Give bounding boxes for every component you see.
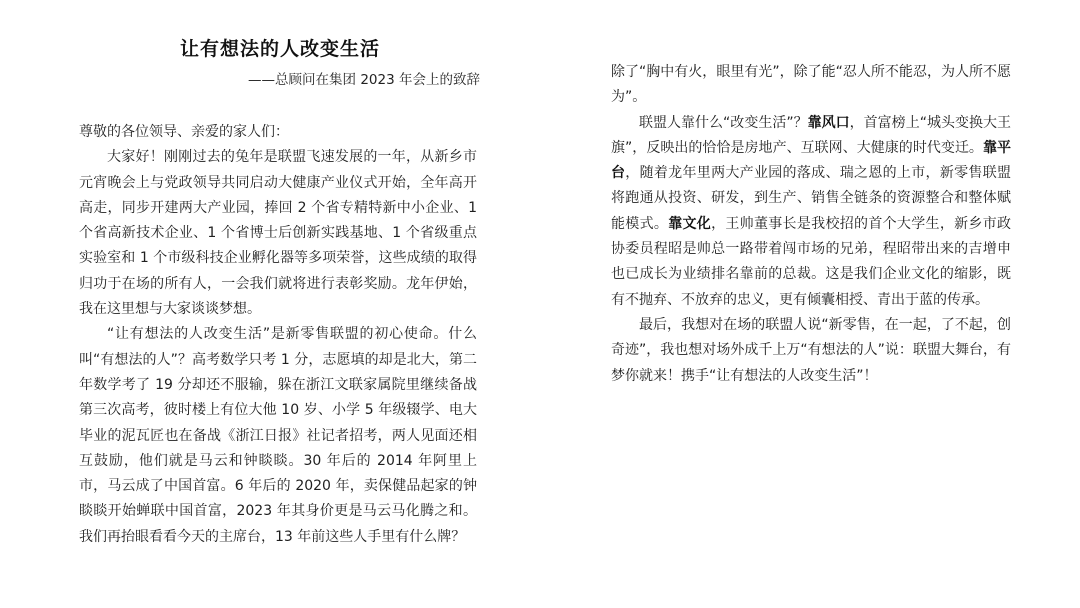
right-column <box>611 60 1011 389</box>
paragraph-3-part-d: ，随着龙年里两大产业园的落成、瑞之恩的上市，新零售联盟将跑通从投资、研发，到生产、销售全链条的资源整合和整体赋能模式。 <box>611 165 1011 232</box>
bold-keyword-pingtai: 靠平台 <box>611 139 1011 182</box>
paragraph-continued: 除了“胸中有火，眼里有光”，除了能“忍人所不能忍，为人所不愿为”。 <box>611 64 1011 106</box>
page-subtitle: ——总顾问在集团 2023 年会上的致辞 <box>248 72 480 88</box>
paragraph-3-intro: 联盟人靠什么“改变生活”？ <box>639 114 808 131</box>
paragraph-3 <box>611 111 1011 313</box>
greeting: 尊敬的各位领导、亲爱的家人们： <box>79 124 289 140</box>
paragraph-3-part-c: ，首富榜上“城头变换大王旗”，反映出的恰恰是房地产、互联网、大健康的时代变迁。 <box>611 114 1011 156</box>
paragraph-2: “让有想法的人改变生活”是新零售联盟的初心使命。什么叫“有想法的人”？高考数学只考 1 分，志愿填的却是北大，第二年数学考了 19 分却还不服输，躲在浙江文联家属院里继续备战第三次高考，彼时楼上有位大他 10 岁、小学 5 年级辍学、电大毕业的泥瓦匠也在备战《浙江日报》社记者招考，两人见面还相互鼓励，他们就是马云和钟睒睒。30 年后的 2014 年阿里上市，马云成了中国首富。6 年后的 2020 年，卖保健品起家的钟睒睒开始蝉联中国首富，2023 年其身价更是马云马化腾之和。我们再抬眼看看今天的主席台，13 年前这些人手里有什么牌？ <box>79 326 477 545</box>
paragraph-1: 大家好！刚刚过去的兔年是联盟飞速发展的一年，从新乡市元宵晚会上与党政领导共同启动大健康产业仪式开始，全年高开高走，同步开建两大产业园，捧回 2 个省专精特新中小企业、1 个省高新技术企业、1 个省博士后创新实践基地、1 个省级重点实验室和 1 个市级科技企业孵化器等多项荣誉，这些成绩的取得归功于在场的所有人，一会我们就将进行表彰奖励。龙年伊始，我在这里想与大家谈谈梦想。 <box>79 149 477 318</box>
paragraph-4: 最后，我想对在场的联盟人说“新零售，在一起，了不起，创奇迹”，我也想对场外成千上万“有想法的人”说：联盟大舞台，有梦你就来！携手“让有想法的人改变生活”！ <box>611 316 1011 384</box>
bold-keyword-wenhua: 靠文化 <box>668 215 712 232</box>
left-column <box>79 120 477 550</box>
paragraph-3-part-e: ，王帅董事长是我校招的首个大学生，新乡市政协委员程昭是帅总一路带着闯市场的兄弟，程昭带出来的吉增申也已成长为业绩排名靠前的总裁。这是我们企业文化的缩影，既有不抛弃、不放弃的忠义，更有倾囊相授、青出于蓝的传承。 <box>611 215 1012 308</box>
bold-keyword-fengkou: 靠风口 <box>807 114 850 131</box>
page-title: 让有想法的人改变生活 <box>179 38 380 60</box>
